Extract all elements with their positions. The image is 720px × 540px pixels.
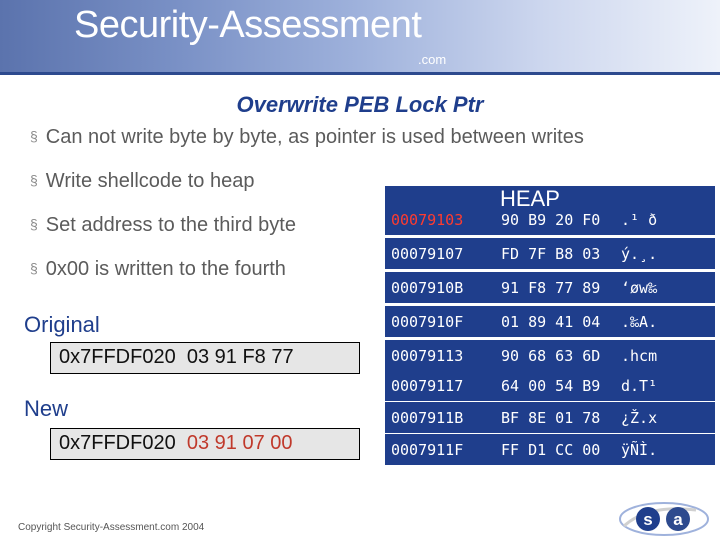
heap-hex: BF 8E 01 78	[501, 409, 601, 427]
new-label: New	[24, 396, 69, 421]
heap-hex: FF D1 CC 00	[501, 441, 601, 459]
heap-ascii: .¹ ð	[621, 211, 658, 229]
bullet-marker-icon: §	[30, 128, 38, 144]
heap-ascii: ÿÑÌ.	[621, 441, 658, 459]
bullet-text: Can not write byte by byte, as pointer is used between writes	[45, 126, 584, 148]
bullet-text: Write shellcode to heap	[45, 170, 255, 192]
original-bytes: 03 91 F8 77	[186, 346, 294, 368]
heap-title: HEAP	[500, 186, 560, 211]
heap-ascii: d.T¹	[621, 377, 658, 395]
bullet-marker-icon: §	[30, 216, 38, 232]
heap-ascii: .hcm	[621, 347, 658, 365]
bullet-item	[30, 258, 286, 281]
bullet-text: 0x00 is written to the fourth	[45, 258, 286, 280]
logo-letter-s: s	[643, 510, 653, 529]
heap-ascii: ‘øw‰	[621, 279, 658, 297]
heap-hex: FD 7F B8 03	[501, 245, 601, 263]
bullet-item	[30, 170, 254, 193]
sa-logo-icon	[618, 500, 710, 538]
heap-address: 00079107	[391, 245, 464, 263]
heap-address: 0007910F	[391, 313, 464, 331]
slide-title: Overwrite PEB Lock Ptr	[236, 92, 484, 117]
heap-address: 0007911B	[391, 409, 464, 427]
heap-row	[385, 340, 715, 371]
heap-hex: 01 89 41 04	[501, 313, 601, 331]
heap-hex: 91 F8 77 89	[501, 279, 601, 297]
heap-row	[385, 370, 715, 401]
heap-address: 00079103	[391, 211, 464, 229]
logo-letter-a: a	[673, 510, 683, 529]
heap-address: 00079117	[391, 377, 464, 395]
header-divider	[0, 72, 720, 75]
heap-address: 00079113	[391, 347, 464, 365]
new-address: 0x7FFDF020	[59, 432, 176, 454]
heap-address: 0007911F	[391, 441, 464, 459]
heap-hex: 90 68 63 6D	[501, 347, 601, 365]
bullet-text: Set address to the third byte	[45, 214, 296, 236]
heap-ascii: ¿Ž.x	[621, 409, 658, 427]
heap-hex: 90 B9 20 F0	[501, 211, 601, 229]
new-value-box	[50, 428, 360, 460]
brand-title: Security-Assessment	[74, 4, 422, 46]
footer-copyright: Copyright Security-Assessment.com 2004	[18, 522, 205, 533]
heap-row	[385, 434, 715, 465]
bullet-item	[30, 214, 296, 237]
heap-row	[385, 306, 715, 337]
heap-row	[385, 272, 715, 303]
bullet-item	[30, 126, 584, 149]
brand-subtitle: .com	[418, 52, 447, 67]
heap-ascii: .‰A.	[621, 313, 658, 331]
bullet-marker-icon: §	[30, 260, 38, 276]
heap-row	[385, 402, 715, 433]
heap-hex: 64 00 54 B9	[501, 377, 601, 395]
heap-ascii: ý.¸.	[621, 245, 658, 263]
original-label: Original	[24, 312, 100, 337]
original-address: 0x7FFDF020	[59, 346, 176, 368]
header-banner	[0, 0, 720, 72]
new-bytes: 03 91 07 00	[186, 432, 293, 454]
heap-row	[385, 238, 715, 269]
heap-address: 0007910B	[391, 279, 464, 297]
bullet-marker-icon: §	[30, 172, 38, 188]
original-value-box	[50, 342, 360, 374]
